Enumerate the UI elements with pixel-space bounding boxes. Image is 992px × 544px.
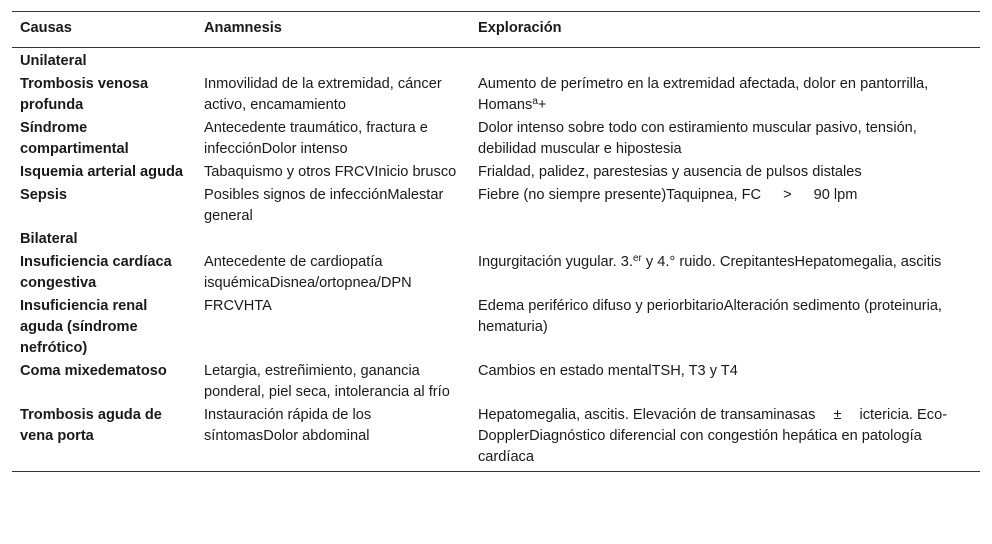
- cause-cell: Coma mixedematoso: [20, 363, 167, 379]
- exploracion-text: Ingurgitación yugular. 3.: [478, 254, 633, 270]
- ordinal-marker: er: [632, 253, 642, 264]
- anamnesis-cell: FRCVHTA: [204, 298, 272, 314]
- anamnesis-cell: Antecedente traumático, fractura e infecciónDolor intenso: [204, 120, 428, 157]
- table-row: [12, 73, 980, 117]
- exploracion-text: Hepatomegalia, ascitis. Elevación de transaminasas: [478, 407, 816, 423]
- exploracion-text-end: ictericia. Eco-DopplerDiagnóstico diferencial con congestión hepática en patología cardíaca: [478, 407, 948, 465]
- group-label-unilateral: Unilateral: [20, 53, 87, 69]
- table-row: [12, 117, 980, 161]
- header-row: [12, 12, 980, 48]
- table-row: [12, 360, 980, 404]
- exploracion-cell: Dolor intenso sobre todo con estiramiento muscular pasivo, tensión, debilidad muscular e hipostesia: [478, 120, 917, 157]
- exploracion-cell: [470, 184, 980, 228]
- group-label-bilateral: Bilateral: [20, 231, 78, 247]
- exploracion-cell: [470, 404, 980, 472]
- exploracion-cell: Edema periférico difuso y periorbitarioAlteración sedimento (proteinuria, hematuria): [478, 298, 942, 335]
- clinical-table-container: [12, 11, 980, 472]
- table-row: [12, 404, 980, 472]
- table-row: [12, 161, 980, 184]
- operator-symbol: ±: [833, 407, 842, 423]
- table-row: [12, 184, 980, 228]
- anamnesis-cell: Antecedente de cardiopatía isquémicaDisnea/ortopnea/DPN: [204, 254, 412, 291]
- cause-cell: Isquemia arterial aguda: [20, 164, 184, 180]
- cause-cell: Síndrome compartimental: [20, 120, 129, 157]
- header-exploracion: Exploración: [470, 12, 980, 48]
- header-anamnesis: Anamnesis: [196, 12, 470, 48]
- exploracion-text-end: +: [537, 97, 547, 113]
- exploracion-cell: [470, 251, 980, 295]
- anamnesis-cell: Inmovilidad de la extremidad, cáncer activo, encamamiento: [204, 76, 442, 113]
- exploracion-cell: [470, 73, 980, 117]
- cause-cell: Sepsis: [20, 187, 68, 203]
- cause-cell: Insuficiencia renal aguda (síndrome nefrótico): [20, 298, 148, 356]
- exploracion-text-end: y 4.° ruido. CrepitantesHepatomegalia, ascitis: [641, 254, 942, 270]
- exploracion-cell: Frialdad, palidez, parestesias y ausencia de pulsos distales: [478, 164, 862, 180]
- exploracion-text: Aumento de perímetro en la extremidad afectada, dolor en pantorrilla, Homans: [478, 76, 929, 113]
- operator-symbol: >: [783, 187, 792, 203]
- group-row-unilateral: [12, 48, 980, 74]
- anamnesis-cell: Letargia, estreñimiento, ganancia ponderal, piel seca, intolerancia al frío: [204, 363, 450, 400]
- cause-cell: Insuficiencia cardíaca congestiva: [20, 254, 172, 291]
- exploracion-text: Fiebre (no siempre presente)Taquipnea, FC: [478, 187, 762, 203]
- group-row-bilateral: [12, 228, 980, 251]
- causes-table: [12, 11, 980, 472]
- cause-cell: Trombosis venosa profunda: [20, 76, 149, 113]
- exploracion-text-end: 90 lpm: [813, 187, 858, 203]
- footnote-marker: a: [532, 96, 538, 107]
- table-row: [12, 251, 980, 295]
- exploracion-cell: Cambios en estado mentalTSH, T3 y T4: [478, 363, 738, 379]
- header-causas: Causas: [12, 12, 196, 48]
- anamnesis-cell: Instauración rápida de los síntomasDolor abdominal: [196, 404, 470, 472]
- anamnesis-cell: Posibles signos de infecciónMalestar general: [204, 187, 444, 224]
- anamnesis-cell: Tabaquismo y otros FRCVInicio brusco: [204, 164, 457, 180]
- table-row: [12, 295, 980, 360]
- cause-cell: Trombosis aguda de vena porta: [12, 404, 196, 472]
